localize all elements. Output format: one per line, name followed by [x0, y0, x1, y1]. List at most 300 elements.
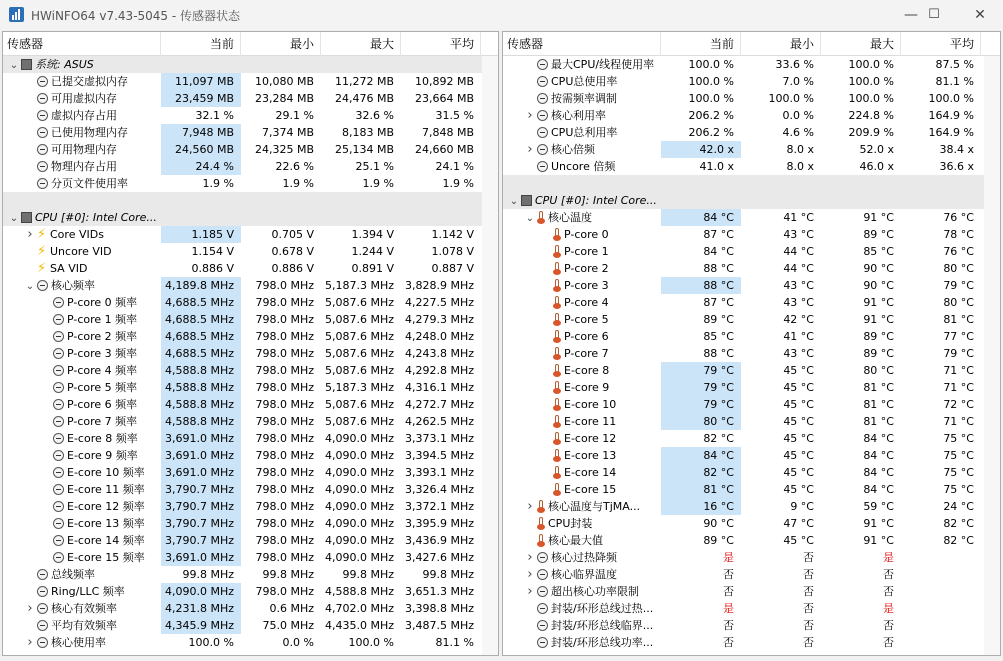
sensor-row[interactable]: [503, 447, 1000, 464]
value-avg: 4,279.3 MHz: [404, 313, 474, 326]
sensor-row[interactable]: [3, 107, 498, 124]
sensor-label: 封装/环形总线过热...: [551, 602, 654, 615]
sensor-row[interactable]: [3, 260, 498, 277]
voltage-bolt-icon: ⚡: [37, 226, 47, 242]
value-max: 5,187.3 MHz: [324, 279, 394, 292]
value-current: 42.0 x: [661, 141, 741, 158]
value-min: 47 °C: [783, 517, 814, 530]
value-min: 75.0 MHz: [262, 619, 314, 632]
sensor-row[interactable]: [503, 481, 1000, 498]
sensor-row[interactable]: [3, 413, 498, 430]
sensor-group-row[interactable]: [503, 192, 1000, 209]
sensor-row[interactable]: [503, 328, 1000, 345]
value-avg: 3,487.5 MHz: [404, 619, 474, 632]
value-avg: 36.6 x: [939, 160, 974, 173]
column-header-current[interactable]: 当前: [161, 32, 241, 56]
sensor-clock-icon: [37, 178, 48, 189]
value-avg: 80 °C: [943, 262, 974, 275]
sensor-clock-icon: [53, 467, 64, 478]
collapse-chevron-icon[interactable]: ⌄: [9, 213, 19, 224]
thermometer-icon: [553, 313, 561, 326]
sensor-row[interactable]: [3, 294, 498, 311]
chip-icon: [21, 212, 32, 223]
value-max: 8,183 MB: [341, 126, 394, 139]
value-avg: [401, 56, 481, 73]
sensor-clock-icon: [53, 433, 64, 444]
value-current: 4,189.8 MHz: [161, 277, 241, 294]
sensor-row[interactable]: [503, 243, 1000, 260]
value-min: 798.0 MHz: [255, 330, 314, 343]
value-min: 45 °C: [783, 364, 814, 377]
value-avg: 78 °C: [943, 228, 974, 241]
sensor-clock-icon: [537, 59, 548, 70]
sensor-label: 核心最大值: [548, 534, 603, 547]
sensor-label: Ring/LLC 频率: [51, 585, 125, 598]
value-avg: 82 °C: [943, 517, 974, 530]
value-avg: [901, 634, 981, 651]
value-min: 45 °C: [783, 381, 814, 394]
value-min: 29.1 %: [275, 109, 314, 122]
sensor-row[interactable]: [503, 345, 1000, 362]
value-min: 45 °C: [783, 398, 814, 411]
value-min: [741, 192, 821, 209]
value-min: [741, 175, 821, 192]
sensor-row[interactable]: [503, 583, 1000, 600]
sensor-label: P-core 7: [564, 347, 609, 360]
value-min: 43 °C: [783, 296, 814, 309]
sensor-clock-icon: [537, 552, 548, 563]
sensor-row[interactable]: [503, 90, 1000, 107]
value-current: 否: [723, 585, 734, 598]
sensor-row[interactable]: [503, 532, 1000, 549]
value-max: 84 °C: [863, 466, 894, 479]
sensor-table-left[interactable]: [2, 31, 499, 656]
value-min: 798.0 MHz: [255, 381, 314, 394]
scrollbar[interactable]: [984, 56, 1000, 656]
value-current: 23,459 MB: [161, 90, 241, 107]
value-min: 8.0 x: [786, 160, 814, 173]
sensor-label: 总线频率: [51, 568, 95, 581]
sensor-label: 封装/环形总线临界...: [551, 619, 654, 632]
sensor-label: E-core 15: [564, 483, 617, 496]
value-current: 4,688.5 MHz: [161, 294, 241, 311]
sensor-clock-icon: [53, 348, 64, 359]
value-max: 81 °C: [863, 398, 894, 411]
value-min: 798.0 MHz: [255, 415, 314, 428]
sensor-row[interactable]: [503, 396, 1000, 413]
sensor-clock-icon: [53, 365, 64, 376]
expand-chevron-icon[interactable]: ›: [27, 635, 33, 650]
value-current: 否: [723, 619, 734, 632]
sensor-label: 平均有效频率: [51, 619, 117, 632]
sensor-label: P-core 1 频率: [67, 313, 138, 326]
value-min: 10,080 MB: [254, 75, 314, 88]
sensor-row[interactable]: [503, 600, 1000, 617]
value-avg: 99.8 MHz: [422, 568, 474, 581]
sensor-row[interactable]: [503, 617, 1000, 634]
sensor-row[interactable]: [3, 566, 498, 583]
sensor-row[interactable]: [3, 549, 498, 566]
sensor-row[interactable]: [503, 141, 1000, 158]
value-current: 99.8 MHz: [182, 568, 234, 581]
value-max: 80 °C: [863, 364, 894, 377]
sensor-row[interactable]: [503, 73, 1000, 90]
value-min: 44 °C: [783, 245, 814, 258]
value-max: 4,090.0 MHz: [324, 466, 394, 479]
value-current: 3,691.0 MHz: [161, 430, 241, 447]
expand-chevron-icon[interactable]: ›: [527, 584, 533, 599]
thermometer-icon: [553, 330, 561, 343]
value-max: 91 °C: [863, 296, 894, 309]
value-max: 5,087.6 MHz: [324, 296, 394, 309]
sensor-label: 分页文件使用率: [51, 177, 128, 190]
value-min: 33.6 %: [775, 58, 814, 71]
maximize-button[interactable]: ☐: [928, 7, 940, 22]
column-header-current[interactable]: 当前: [661, 32, 741, 56]
value-current: 否: [723, 568, 734, 581]
value-max: 11,272 MB: [334, 75, 394, 88]
sensor-row[interactable]: [3, 617, 498, 634]
value-avg: 3,326.4 MHz: [404, 483, 474, 496]
sensor-clock-icon: [537, 161, 548, 172]
sensor-row[interactable]: [3, 447, 498, 464]
thermometer-icon: [553, 279, 561, 292]
sensor-label: 核心温度与TjMA...: [548, 500, 641, 513]
sensor-label: 核心利用率: [551, 109, 606, 122]
value-current: 82 °C: [703, 432, 734, 445]
sensor-label: CPU总使用率: [551, 75, 618, 88]
sensor-row[interactable]: [503, 430, 1000, 447]
thermometer-icon: [537, 517, 545, 530]
value-min: 798.0 MHz: [255, 551, 314, 564]
sensor-label: P-core 3 频率: [67, 347, 138, 360]
collapse-chevron-icon[interactable]: ⌄: [9, 60, 19, 71]
sensor-row[interactable]: [3, 345, 498, 362]
column-header-sensor[interactable]: 传感器: [503, 32, 661, 56]
sensor-row[interactable]: [3, 192, 498, 209]
value-avg: [401, 192, 481, 209]
value-min: 0.6 MHz: [269, 602, 314, 615]
sensor-label: E-core 9 频率: [67, 449, 138, 462]
value-current: 82 °C: [661, 464, 741, 481]
sensor-row[interactable]: [3, 90, 498, 107]
expand-chevron-icon[interactable]: ›: [527, 142, 533, 157]
sensor-clock-icon: [53, 535, 64, 546]
sensor-label: E-core 8: [564, 364, 610, 377]
sensor-row[interactable]: [503, 362, 1000, 379]
sensor-clock-icon: [537, 569, 548, 580]
value-min: 否: [803, 568, 814, 581]
value-avg: 87.5 %: [935, 58, 974, 71]
value-avg: 3,372.1 MHz: [404, 500, 474, 513]
value-current: 79 °C: [661, 396, 741, 413]
value-max: 是: [883, 551, 894, 564]
value-avg: 3,393.1 MHz: [404, 466, 474, 479]
sensor-row[interactable]: [503, 260, 1000, 277]
value-min: 798.0 MHz: [255, 449, 314, 462]
sensor-clock-icon: [537, 93, 548, 104]
sensor-clock-icon: [53, 399, 64, 410]
value-max: 4,702.0 MHz: [324, 602, 394, 615]
sensor-group-row[interactable]: [3, 56, 498, 73]
sensor-row[interactable]: [3, 498, 498, 515]
sensor-row[interactable]: [3, 379, 498, 396]
sensor-row[interactable]: [503, 413, 1000, 430]
value-current: 1.9 %: [202, 177, 234, 190]
sensor-clock-icon: [37, 586, 48, 597]
sensor-row[interactable]: [3, 481, 498, 498]
value-avg: 1.9 %: [442, 177, 474, 190]
close-button[interactable]: ✕: [974, 7, 986, 23]
value-min: 22.6 %: [275, 160, 314, 173]
sensor-label: E-core 15 频率: [67, 551, 145, 564]
value-max: 59 °C: [863, 500, 894, 513]
column-header-min[interactable]: 最小: [241, 32, 321, 56]
value-current: 79 °C: [661, 379, 741, 396]
sensor-clock-icon: [37, 161, 48, 172]
value-max: 24,476 MB: [334, 92, 394, 105]
value-min: 43 °C: [783, 347, 814, 360]
scrollbar[interactable]: [482, 56, 498, 656]
value-avg: 24.1 %: [435, 160, 474, 173]
value-current: 81 °C: [661, 481, 741, 498]
value-avg: 0.887 V: [431, 262, 474, 275]
value-max: 4,435.0 MHz: [324, 619, 394, 632]
sensor-label: E-core 8 频率: [67, 432, 138, 445]
sensor-row[interactable]: [503, 107, 1000, 124]
value-avg: 24,660 MB: [414, 143, 474, 156]
value-max: 84 °C: [863, 483, 894, 496]
value-min: 99.8 MHz: [262, 568, 314, 581]
sensor-clock-icon: [53, 450, 64, 461]
value-max: 100.0 %: [848, 92, 894, 105]
sensor-row[interactable]: [503, 311, 1000, 328]
sensor-clock-icon: [37, 127, 48, 138]
thermometer-icon: [553, 415, 561, 428]
value-avg: 100.0 %: [928, 92, 974, 105]
expand-chevron-icon[interactable]: ›: [27, 227, 33, 242]
sensor-row[interactable]: [3, 464, 498, 481]
value-max: 84 °C: [863, 432, 894, 445]
value-max: 4,090.0 MHz: [324, 517, 394, 530]
sensor-clock-icon: [53, 416, 64, 427]
sensor-row[interactable]: [3, 634, 498, 651]
sensor-row[interactable]: [503, 549, 1000, 566]
sensor-label: E-core 10: [564, 398, 617, 411]
column-header-max[interactable]: 最大: [321, 32, 401, 56]
sensor-row[interactable]: [3, 515, 498, 532]
sensor-row[interactable]: [3, 243, 498, 260]
sensor-row[interactable]: [3, 311, 498, 328]
value-min: [241, 192, 321, 209]
value-current: [161, 192, 241, 209]
sensor-row[interactable]: [503, 464, 1000, 481]
sensor-row[interactable]: [3, 158, 498, 175]
sensor-row[interactable]: [503, 277, 1000, 294]
sensor-label: 最大CPU/线程使用率: [551, 58, 655, 71]
table-header: [3, 32, 498, 56]
value-avg: 76 °C: [943, 245, 974, 258]
sensor-row[interactable]: [503, 56, 1000, 73]
sensor-row[interactable]: [503, 175, 1000, 192]
sensor-row[interactable]: [503, 498, 1000, 515]
value-max: 81 °C: [863, 415, 894, 428]
sensor-row[interactable]: [3, 124, 498, 141]
sensor-clock-icon: [537, 620, 548, 631]
sensor-label: 超出核心功率限制: [551, 585, 639, 598]
sensor-row[interactable]: [3, 328, 498, 345]
value-max: 100.0 %: [348, 636, 394, 649]
value-current: 3,691.0 MHz: [161, 549, 241, 566]
value-max: [821, 192, 901, 209]
sensor-row[interactable]: [3, 175, 498, 192]
sensor-label: P-core 1: [564, 245, 609, 258]
sensor-row[interactable]: [3, 362, 498, 379]
window-title: HWiNFO64 v7.43-5045 - 传感器状态: [31, 9, 241, 23]
sensor-label: P-core 5 频率: [67, 381, 138, 394]
value-avg: 4,272.7 MHz: [404, 398, 474, 411]
value-current: 4,588.8 MHz: [161, 379, 241, 396]
thermometer-icon: [553, 364, 561, 377]
sensor-row[interactable]: [503, 294, 1000, 311]
value-avg: 81 °C: [943, 313, 974, 326]
value-max: 100.0 %: [848, 58, 894, 71]
value-avg: 3,395.9 MHz: [404, 517, 474, 530]
value-current: 3,790.7 MHz: [161, 515, 241, 532]
value-avg: 164.9 %: [928, 126, 974, 139]
value-current: 11,097 MB: [161, 73, 241, 90]
value-max: 90 °C: [863, 279, 894, 292]
value-current: 4,345.9 MHz: [161, 617, 241, 634]
sensor-clock-icon: [537, 603, 548, 614]
value-min: 798.0 MHz: [255, 347, 314, 360]
sensor-row[interactable]: [3, 226, 498, 243]
value-max: 91 °C: [863, 517, 894, 530]
value-min: 1.9 %: [282, 177, 314, 190]
thermometer-icon: [553, 228, 561, 241]
value-current: 87 °C: [703, 296, 734, 309]
expand-chevron-icon[interactable]: ›: [27, 601, 33, 616]
sensor-clock-icon: [53, 314, 64, 325]
sensor-clock-icon: [53, 484, 64, 495]
collapse-chevron-icon[interactable]: ⌄: [509, 196, 519, 207]
sensor-label: 封装/环形总线功率...: [551, 636, 654, 649]
sensor-row[interactable]: [503, 209, 1000, 226]
value-max: 4,090.0 MHz: [324, 432, 394, 445]
sensor-label: 系统: ASUS: [35, 58, 94, 71]
sensor-row[interactable]: [3, 277, 498, 294]
column-header-avg[interactable]: 平均: [901, 32, 981, 56]
value-avg: 75 °C: [943, 449, 974, 462]
sensor-label: 虚拟内存占用: [51, 109, 117, 122]
sensor-row[interactable]: [3, 600, 498, 617]
column-header-sensor[interactable]: 传感器: [3, 32, 161, 56]
value-min: 45 °C: [783, 466, 814, 479]
sensor-label: Uncore 倍频: [551, 160, 616, 173]
sensor-group-row[interactable]: [3, 209, 498, 226]
value-min: 24,325 MB: [254, 143, 314, 156]
value-current: 24.4 %: [161, 158, 241, 175]
expand-chevron-icon[interactable]: ›: [527, 499, 533, 514]
expand-chevron-icon[interactable]: ›: [527, 567, 533, 582]
value-avg: 71 °C: [943, 381, 974, 394]
sensor-label: Uncore VID: [50, 245, 112, 258]
sensor-clock-icon: [37, 280, 48, 291]
column-header-max[interactable]: 最大: [821, 32, 901, 56]
value-min: 41 °C: [783, 330, 814, 343]
value-max: 91 °C: [863, 313, 894, 326]
collapse-chevron-icon[interactable]: ⌄: [525, 213, 535, 224]
sensor-label: SA VID: [50, 262, 88, 275]
collapse-chevron-icon[interactable]: ⌄: [25, 281, 35, 292]
value-current: 84 °C: [661, 447, 741, 464]
value-current: 4,231.8 MHz: [161, 600, 241, 617]
value-avg: 10,892 MB: [414, 75, 474, 88]
sensor-row[interactable]: [503, 226, 1000, 243]
expand-chevron-icon[interactable]: ›: [527, 550, 533, 565]
sensor-label: CPU总利用率: [551, 126, 618, 139]
sensor-table-right[interactable]: [502, 31, 1001, 656]
sensor-row[interactable]: [3, 532, 498, 549]
sensor-row[interactable]: [503, 566, 1000, 583]
value-max: 90 °C: [863, 262, 894, 275]
value-max: 89 °C: [863, 228, 894, 241]
sensor-row[interactable]: [503, 379, 1000, 396]
value-min: 7,374 MB: [261, 126, 314, 139]
value-current: 是: [723, 551, 734, 564]
value-avg: 1.142 V: [431, 228, 474, 241]
sensor-row[interactable]: [503, 634, 1000, 651]
value-min: 7.0 %: [782, 75, 814, 88]
sensor-label: P-core 4 频率: [67, 364, 138, 377]
value-current: 90 °C: [703, 517, 734, 530]
value-min: [241, 209, 321, 226]
expand-chevron-icon[interactable]: ›: [527, 108, 533, 123]
value-avg: 164.9 %: [928, 109, 974, 122]
sensor-row[interactable]: [503, 124, 1000, 141]
sensor-label: E-core 13 频率: [67, 517, 145, 530]
sensor-row[interactable]: [3, 430, 498, 447]
thermometer-icon: [553, 296, 561, 309]
thermometer-icon: [553, 466, 561, 479]
column-header-avg[interactable]: 平均: [401, 32, 481, 56]
value-min: 798.0 MHz: [255, 398, 314, 411]
sensor-clock-icon: [53, 331, 64, 342]
value-current: 80 °C: [661, 413, 741, 430]
sensor-row[interactable]: [3, 73, 498, 90]
value-max: 52.0 x: [859, 143, 894, 156]
value-current: 4,588.8 MHz: [161, 396, 241, 413]
value-current: 100.0 %: [188, 636, 234, 649]
value-max: 4,090.0 MHz: [324, 449, 394, 462]
sensor-row[interactable]: [3, 583, 498, 600]
value-current: 4,688.5 MHz: [161, 311, 241, 328]
value-avg: [901, 600, 981, 617]
minimize-button[interactable]: —: [904, 7, 918, 23]
value-min: 798.0 MHz: [255, 432, 314, 445]
thermometer-icon: [553, 262, 561, 275]
value-avg: 77 °C: [943, 330, 974, 343]
value-current: 4,688.5 MHz: [161, 328, 241, 345]
sensor-row[interactable]: [503, 158, 1000, 175]
value-max: [821, 175, 901, 192]
sensor-row[interactable]: [3, 396, 498, 413]
value-avg: 4,292.8 MHz: [404, 364, 474, 377]
sensor-row[interactable]: [503, 515, 1000, 532]
sensor-label: E-core 11: [564, 415, 617, 428]
column-header-min[interactable]: 最小: [741, 32, 821, 56]
sensor-row[interactable]: [3, 141, 498, 158]
